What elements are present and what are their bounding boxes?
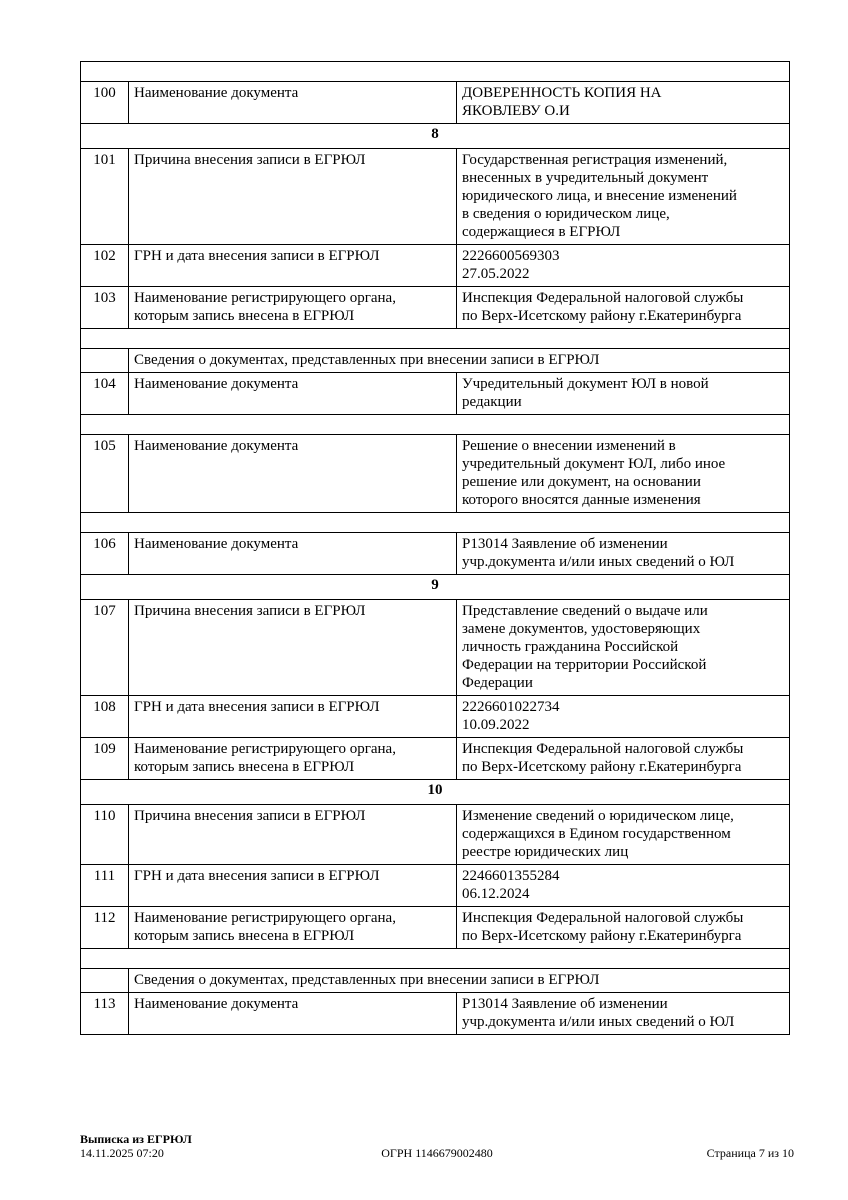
- field-label-cell: Наименование регистрирующего органа, которым запись внесена в ЕГРЮЛ: [129, 907, 457, 949]
- table-row: [81, 287, 790, 329]
- field-value-cell: Учредительный документ ЮЛ в новой редакции: [457, 373, 790, 415]
- section-number-cell: 9: [81, 575, 790, 600]
- field-value-cell: 2226601022734 10.09.2022: [457, 696, 790, 738]
- field-value-cell: Инспекция Федеральной налоговой службы по Верх-Исетскому району г.Екатеринбурга: [457, 287, 790, 329]
- table-row: [81, 329, 790, 349]
- table-row: [81, 949, 790, 969]
- field-label-cell: ГРН и дата внесения записи в ЕГРЮЛ: [129, 245, 457, 287]
- egrul-table-body: [81, 62, 790, 1035]
- field-value-cell: Инспекция Федеральной налоговой службы по Верх-Исетскому району г.Екатеринбурга: [457, 738, 790, 780]
- field-value-cell: 2246601355284 06.12.2024: [457, 865, 790, 907]
- field-value-cell: Государственная регистрация изменений, внесенных в учредительный документ юридического лица, и внесение изменений в сведения о юридическом лице, содержащиеся в ЕГРЮЛ: [457, 149, 790, 245]
- empty-row-cell: [81, 949, 790, 969]
- row-number-cell: 103: [81, 287, 129, 329]
- empty-number-cell: [81, 969, 129, 993]
- table-row: [81, 805, 790, 865]
- table-row: [81, 245, 790, 287]
- table-row: [81, 373, 790, 415]
- field-label-cell: Наименование регистрирующего органа, которым запись внесена в ЕГРЮЛ: [129, 738, 457, 780]
- table-row: [81, 533, 790, 575]
- section-number-cell: 8: [81, 124, 790, 149]
- row-number-cell: 100: [81, 82, 129, 124]
- field-label-cell: ГРН и дата внесения записи в ЕГРЮЛ: [129, 696, 457, 738]
- field-value-cell: Решение о внесении изменений в учредительный документ ЮЛ, либо иное решение или документ, на основании которого вносятся данные изменения: [457, 435, 790, 513]
- row-number-cell: 110: [81, 805, 129, 865]
- table-row: [81, 349, 790, 373]
- field-label-cell: Причина внесения записи в ЕГРЮЛ: [129, 149, 457, 245]
- field-label-cell: Наименование документа: [129, 82, 457, 124]
- egrul-records-table: [80, 61, 790, 1035]
- page-footer: [80, 1132, 794, 1160]
- table-row: [81, 575, 790, 600]
- row-number-cell: 108: [81, 696, 129, 738]
- row-number-cell: 104: [81, 373, 129, 415]
- empty-number-cell: [81, 349, 129, 373]
- subheader-cell: Сведения о документах, представленных при внесении записи в ЕГРЮЛ: [129, 349, 790, 373]
- footer-page-number: Страница 7 из 10: [706, 1146, 794, 1160]
- table-row: [81, 435, 790, 513]
- field-label-cell: Наименование документа: [129, 533, 457, 575]
- row-number-cell: 102: [81, 245, 129, 287]
- footer-document-title: Выписка из ЕГРЮЛ: [80, 1132, 192, 1146]
- table-row: [81, 62, 790, 82]
- field-label-cell: Наименование документа: [129, 373, 457, 415]
- table-row: [81, 149, 790, 245]
- row-number-cell: 112: [81, 907, 129, 949]
- table-row: [81, 124, 790, 149]
- field-label-cell: ГРН и дата внесения записи в ЕГРЮЛ: [129, 865, 457, 907]
- empty-row-cell: [81, 62, 790, 82]
- subheader-cell: Сведения о документах, представленных при внесении записи в ЕГРЮЛ: [129, 969, 790, 993]
- field-value-cell: ДОВЕРЕННОСТЬ КОПИЯ НА ЯКОВЛЕВУ О.И: [457, 82, 790, 124]
- field-value-cell: Инспекция Федеральной налоговой службы по Верх-Исетскому району г.Екатеринбурга: [457, 907, 790, 949]
- field-value-cell: 2226600569303 27.05.2022: [457, 245, 790, 287]
- empty-row-cell: [81, 329, 790, 349]
- table-row: [81, 993, 790, 1035]
- row-number-cell: 101: [81, 149, 129, 245]
- table-row: [81, 865, 790, 907]
- field-value-cell: Р13014 Заявление об изменении учр.документа и/или иных сведений о ЮЛ: [457, 533, 790, 575]
- field-value-cell: Представление сведений о выдаче или замене документов, удостоверяющих личность гражданина Российской Федерации на территории Российской Федерации: [457, 600, 790, 696]
- empty-row-cell: [81, 415, 790, 435]
- row-number-cell: 113: [81, 993, 129, 1035]
- empty-row-cell: [81, 513, 790, 533]
- section-number-cell: 10: [81, 780, 790, 805]
- table-row: [81, 513, 790, 533]
- table-row: [81, 969, 790, 993]
- footer-left: [80, 1132, 381, 1160]
- field-label-cell: Наименование документа: [129, 435, 457, 513]
- table-row: [81, 907, 790, 949]
- field-value-cell: Изменение сведений о юридическом лице, содержащихся в Едином государственном реестре юридических лиц: [457, 805, 790, 865]
- field-label-cell: Наименование регистрирующего органа, которым запись внесена в ЕГРЮЛ: [129, 287, 457, 329]
- row-number-cell: 106: [81, 533, 129, 575]
- footer-ogrn: ОГРН 1146679002480: [381, 1146, 493, 1160]
- row-number-cell: 107: [81, 600, 129, 696]
- table-row: [81, 696, 790, 738]
- field-value-cell: Р13014 Заявление об изменении учр.документа и/или иных сведений о ЮЛ: [457, 993, 790, 1035]
- footer-timestamp: 14.11.2025 07:20: [80, 1146, 164, 1160]
- field-label-cell: Наименование документа: [129, 993, 457, 1035]
- row-number-cell: 109: [81, 738, 129, 780]
- field-label-cell: Причина внесения записи в ЕГРЮЛ: [129, 805, 457, 865]
- table-row: [81, 415, 790, 435]
- table-row: [81, 82, 790, 124]
- row-number-cell: 111: [81, 865, 129, 907]
- table-row: [81, 738, 790, 780]
- table-row: [81, 600, 790, 696]
- table-row: [81, 780, 790, 805]
- row-number-cell: 105: [81, 435, 129, 513]
- field-label-cell: Причина внесения записи в ЕГРЮЛ: [129, 600, 457, 696]
